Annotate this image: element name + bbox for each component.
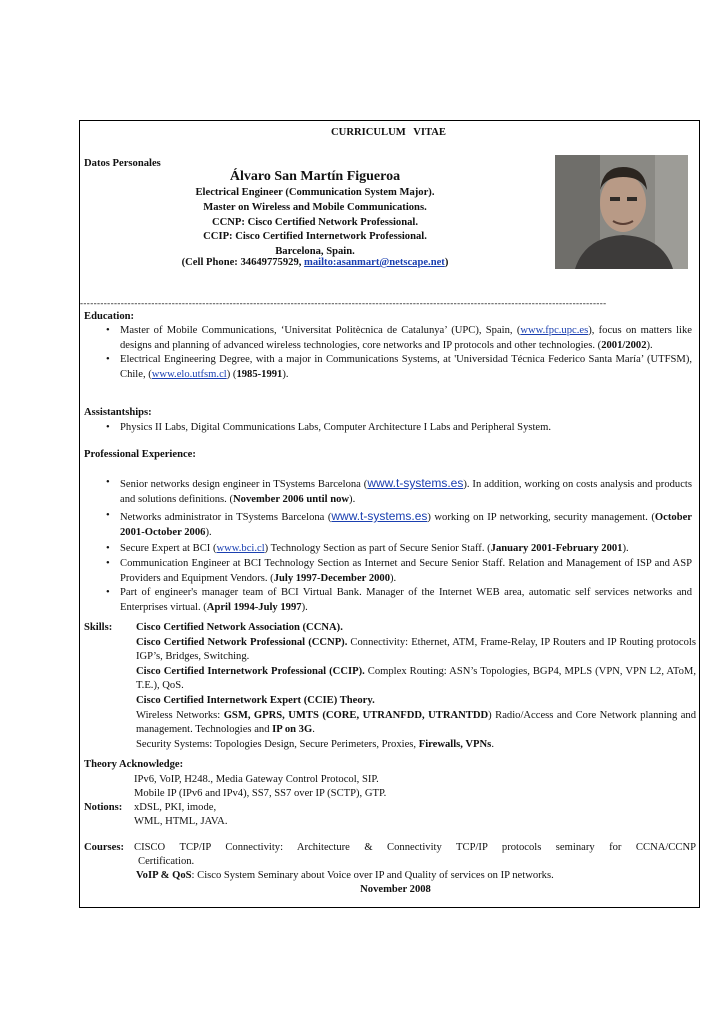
theory-heading: Theory Acknowledge: [84, 759, 184, 770]
skill-title: Cisco Certified Internetwork Professional (CCIP). [136, 665, 365, 677]
bci-link[interactable]: www.bci.cl [216, 543, 265, 555]
course-text: : Cisco System Seminary about Voice over IP and Quality of services on IP networks. [191, 870, 554, 881]
header-lines [140, 186, 490, 260]
education-date: 1985-1991 [236, 368, 283, 380]
experience-text: ). [349, 493, 356, 505]
skill-text: . [312, 724, 315, 736]
person-portrait-icon [555, 155, 688, 269]
section-datos-personales: Datos Personales [84, 158, 161, 169]
skill-highlight: IP on 3G [272, 724, 313, 736]
skill-ccnp [136, 636, 696, 665]
header-line: CCIP: Cisco Certified Internetwork Professional. [203, 231, 427, 243]
tsystems-link[interactable]: www.t-systems.es [367, 476, 464, 490]
header-line: Electrical Engineer (Communication System Major). [195, 187, 435, 198]
tsystems-link[interactable]: www.t-systems.es [331, 509, 428, 524]
course-line: Certification. [138, 856, 195, 867]
email-link[interactable]: mailto:asanmart@netscape.net [304, 257, 445, 268]
course-voip [136, 869, 554, 884]
experience-date: January 2001-February 2001 [490, 543, 623, 555]
experience-text: Communication Engineer at BCI Technology Section as Internet and Secure Senior Staff. Relation and Management of ISP and ASP Providers and Equipment Vendors. ( [120, 557, 692, 584]
header-line: Master on Wireless and Mobile Communications. [203, 201, 427, 213]
education-list [84, 324, 696, 382]
skill-text: Complex Routing: ASN’s Topologies, BGP4, MPLS (VPN, VPN L2, AToM, T.E.), QoS. [136, 665, 697, 692]
skill-text: Security Systems: Topologies Design, Secure Perimeters, Proxies, [136, 738, 419, 750]
experience-text: ). [390, 572, 397, 584]
skill-ccna: Cisco Certified Network Association (CCNA). [136, 622, 343, 633]
courses-date: November 2008 [360, 884, 431, 895]
education-item-text: ). [282, 368, 289, 380]
skill-highlight: GSM, GPRS, UMTS (CORE, UTRANFDD, UTRANTDD [223, 709, 489, 721]
skill-text: ) Radio/Access and Core Network planning and management. Technologies and [136, 709, 697, 736]
notions-label: Notions: [84, 802, 123, 813]
assistantships-heading: Assistantships: [84, 407, 152, 418]
header-line: CCNP: Cisco Certified Network Professional. [211, 216, 419, 228]
experience-date: November 2006 until now [233, 493, 350, 505]
education-item [84, 353, 696, 382]
education-item-text: ), focus on matters like designs and planning of advanced wireless technologies, core networks and IP protocols and other technologies. ( [120, 325, 692, 351]
header-line: Barcelona, Spain. [275, 246, 355, 258]
experience-heading: Professional Experience: [84, 449, 196, 460]
experience-text: ) working on IP networking, security management. ( [427, 512, 655, 524]
experience-date: October 2001-October 2006 [120, 512, 692, 538]
education-item-text: ) ( [226, 368, 237, 380]
experience-text: ). [622, 543, 629, 555]
cv-title: CURRICULUM VITAE [331, 127, 446, 138]
education-heading: Education: [84, 311, 135, 322]
assistantship-item: • Physics II Labs, Digital Communications Labs, Computer Architecture I Labs and Peripheral System. [84, 421, 696, 436]
education-date: 2001/2002 [601, 339, 647, 351]
skill-text: Wireless Networks: [136, 709, 224, 721]
experience-text: ). [205, 526, 212, 538]
theory-line: IPv6, VoIP, H248., Media Gateway Control Protocol, SIP. [134, 774, 379, 785]
experience-date: April 1994-July 1997 [206, 601, 302, 613]
experience-text: ). [301, 601, 308, 613]
skills-block [136, 621, 696, 752]
courses-label: Courses: [84, 842, 125, 853]
experience-text: Senior networks design engineer in TSystems Barcelona ( [120, 479, 368, 490]
skill-security [136, 738, 696, 753]
experience-item [84, 509, 696, 540]
experience-item [84, 476, 696, 507]
experience-item [84, 557, 696, 586]
phone-text: (Cell Phone: 34649775929, [181, 257, 305, 268]
profile-photo [555, 155, 688, 269]
experience-list [84, 476, 696, 615]
experience-text: ) Technology Section as part of Secure Senior Staff. ( [264, 543, 491, 555]
experience-text: Secure Expert at BCI ( [120, 543, 217, 555]
skill-ccie: Cisco Certified Internetwork Expert (CCIE) Theory. [136, 694, 375, 706]
skill-title: Cisco Certified Network Professional (CCNP). [136, 636, 348, 648]
skill-wireless [136, 709, 696, 738]
skill-ccip [136, 665, 696, 694]
experience-date: July 1997-December 2000 [273, 572, 391, 584]
notions-line: xDSL, PKI, imode, [134, 802, 217, 813]
notions-line: WML, HTML, JAVA. [134, 816, 228, 827]
skill-text: . [491, 738, 494, 750]
contact-line [125, 256, 505, 271]
person-name: Álvaro San Martín Figueroa [229, 169, 401, 184]
education-item-text: Electrical Engineering Degree, with a major in Communications Systems, at 'Universidad Técnica Federico Santa María’ (UTFSM), Chile, ( [120, 354, 692, 380]
experience-text: ). In addition, working on costs analysis and products and solutions definitions. ( [120, 479, 692, 505]
experience-text: Part of engineer's manager team of BCI Virtual Bank. Manager of the Internet WEB area, automatic self services networks and Enterprises virtual. ( [120, 587, 692, 613]
phone-suffix: ) [444, 257, 449, 268]
assistantships-list [84, 421, 696, 436]
skill-text: Connectivity: Ethernet, ATM, Frame-Relay, IP Routers and IP Routing protocols IGP’s, Bridges, Switching. [136, 636, 697, 663]
education-item [84, 324, 696, 353]
education-item-text: ). [646, 339, 653, 351]
theory-line: Mobile IP (IPv6 and IPv4), SS7, SS7 over IP (SCTP), GTP. [134, 788, 387, 799]
course-title: VoIP & QoS [136, 870, 192, 881]
course-line: CISCO TCP/IP Connectivity: Architecture & Connectivity TCP/IP protocols seminary for CCNA/CCNP [134, 842, 696, 853]
skill-highlight: Firewalls, VPNs [418, 738, 492, 750]
dashed-divider: ----------------------------------------------------------------------------------------------------------------------------------------------------------- [80, 298, 607, 308]
education-item-text: Master of Mobile Communications, ‘Universitat Politècnica de Catalunya’ (UPC), Spain, ( [120, 325, 521, 336]
skills-label: Skills: [84, 622, 113, 633]
experience-text: Networks administrator in TSystems Barcelona ( [120, 512, 332, 524]
upc-link[interactable]: www.fpc.upc.es [520, 325, 589, 336]
experience-item [84, 542, 696, 557]
experience-item [84, 586, 696, 615]
utfsm-link[interactable]: www.elo.utfsm.cl [151, 368, 227, 380]
